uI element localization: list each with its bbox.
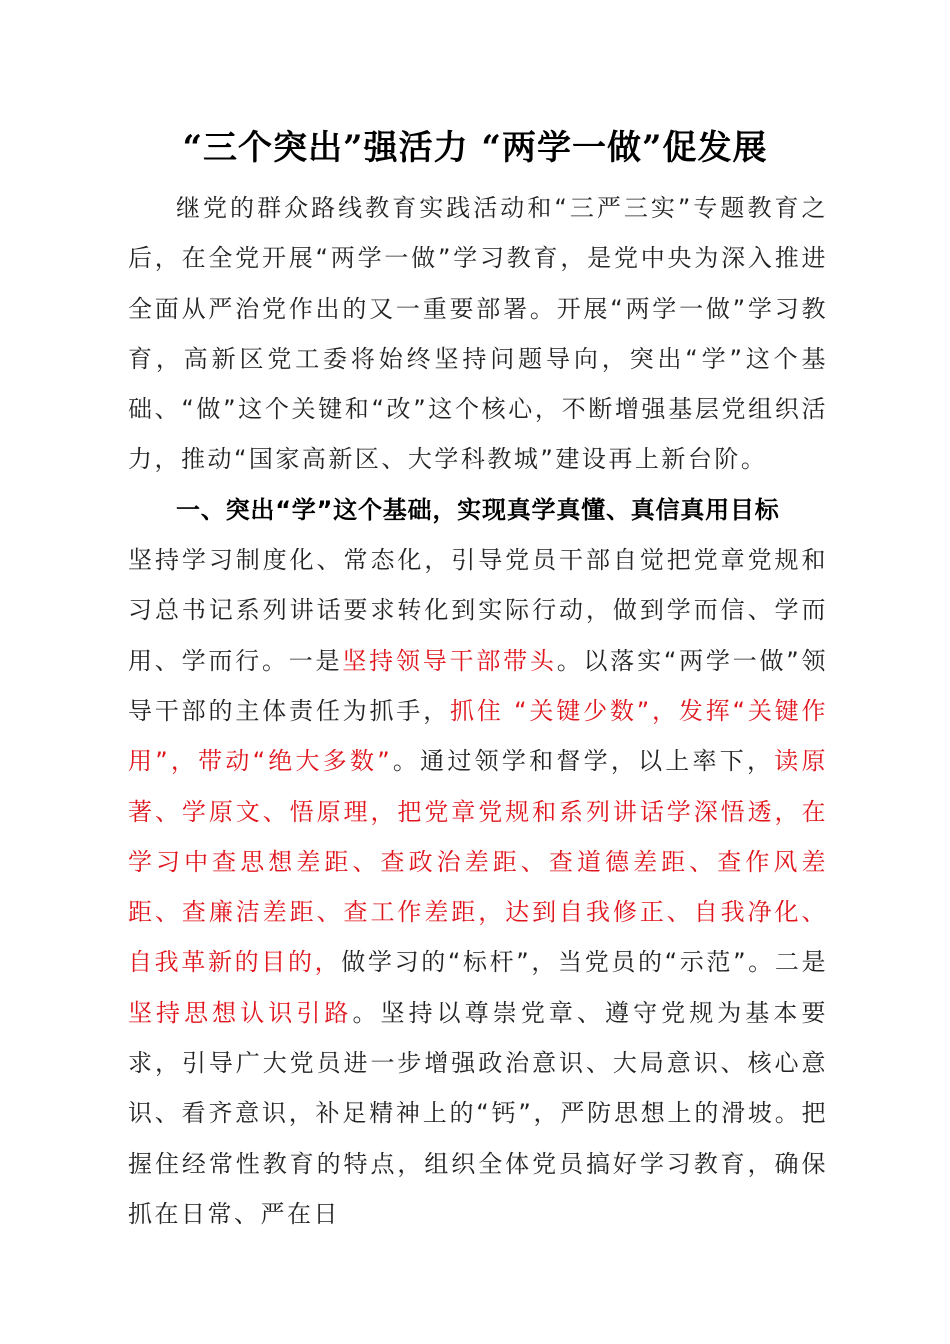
text-segment: 。以落实“两学一做”领导干部的主体责任为抓手， bbox=[128, 646, 829, 725]
text-segment: 做学习的“标杆”，当党员的“示范”。二是 bbox=[341, 948, 829, 977]
highlighted-text-segment: 读原著、学原文、悟原理，把党章党规和系列讲话学深悟透，在学习中查思想差距、查政治差距、查道德差距、查作风差距、查廉洁差距、查工作差距，达到自我修正、自我净化、自我革新的目的， bbox=[128, 747, 829, 977]
text-segment: 。通过领学和督学，以上率下， bbox=[392, 747, 775, 776]
highlighted-text-segment: 坚持思想认识引路 bbox=[128, 998, 353, 1027]
highlighted-text-segment: 抓住 “关键少数”，发挥“关键作用”，带动“绝大多数” bbox=[128, 696, 828, 776]
section-heading: 一、突出“学”这个基础，实现真学真懂、真信真用目标 bbox=[176, 495, 780, 524]
intro-paragraph: 继党的群众路线教育实践活动和“三严三实”专题教育之后，在全党开展“两学一做”学习教育，是党中央为深入推进全面从严治党作出的又一重要部署。开展“两学一做”学习教育，高新区党工委将始终坚持问题导向，突出“学”这个基础、“做”这个关键和“改”这个核心，不断增强基层党组织活力，推动“国家高新区、大学科教城”建设再上新台阶。 bbox=[128, 194, 828, 474]
section-paragraph bbox=[128, 535, 828, 1239]
document-body bbox=[128, 183, 828, 1239]
text-segment: 坚持学习制度化、常态化，引导党员干部自觉把党章党规和习总书记系列讲话要求转化到实际行动，做到学而信、学而用、学而行。一是 bbox=[128, 546, 828, 675]
highlighted-text-segment: 坚持领导干部带头 bbox=[342, 646, 557, 675]
text-segment: 。坚持以尊崇党章、遵守党规为基本要求，引导广大党员进一步增强政治意识、大局意识、核心意识、看齐意识，补足精神上的“钙”，严防思想上的滑坡。把握住经常性教育的特点，组织全体党员搞好学习教育，确保抓在日常、严在日 bbox=[128, 998, 828, 1228]
document-title: “三个突出”强活力 “两学一做”促发展 bbox=[182, 128, 768, 168]
